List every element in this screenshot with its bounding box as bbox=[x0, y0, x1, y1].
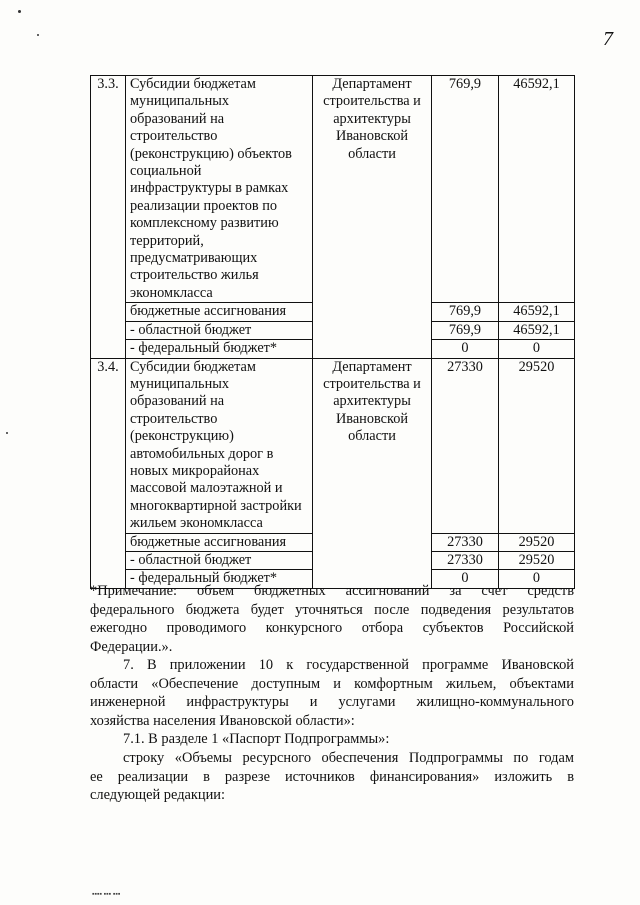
subrow-value-1: 27330 bbox=[432, 551, 499, 569]
scan-speck bbox=[37, 34, 39, 36]
description-line: экономкласса bbox=[130, 284, 213, 301]
subrow-label: - областной бюджет bbox=[126, 321, 313, 339]
subrow-label: - федеральный бюджет* bbox=[126, 570, 313, 588]
department-line: строительства и bbox=[323, 375, 421, 392]
description-line: Субсидии бюджетам bbox=[130, 358, 256, 375]
para-line: области «Обеспечение доступным и комфортным жильем, объектами bbox=[90, 675, 574, 692]
subrow-value-1: 0 bbox=[432, 570, 499, 588]
description-line: новых микрорайонах bbox=[130, 462, 260, 479]
budget-table bbox=[90, 75, 575, 589]
para-line: инженерной инфраструктуры и услугами жилищно-коммунального bbox=[90, 694, 574, 711]
paragraph-last bbox=[90, 749, 574, 805]
description-line: (реконструкцию) объектов bbox=[130, 145, 292, 162]
description-line: строительство жилья bbox=[130, 267, 259, 284]
description-line: муниципальных bbox=[130, 375, 229, 392]
description-line: образований на bbox=[130, 110, 225, 127]
subrow-value-2: 29520 bbox=[499, 533, 575, 551]
paragraph-7-1: 7.1. В разделе 1 «Паспорт Подпрограммы»: bbox=[123, 731, 390, 747]
subrow-value-1: 27330 bbox=[432, 533, 499, 551]
department-line: Департамент bbox=[332, 76, 412, 92]
subrow-value-2: 46592,1 bbox=[499, 303, 575, 321]
department-line: Ивановской bbox=[335, 410, 409, 427]
subrow-value-2: 0 bbox=[499, 340, 575, 358]
subrow-value-2: 29520 bbox=[499, 551, 575, 569]
department-line: Ивановской bbox=[335, 128, 409, 145]
department-line: области bbox=[348, 428, 396, 445]
description-line: многоквартирной застройки bbox=[130, 497, 302, 514]
subrow-value-1: 769,9 bbox=[432, 303, 499, 321]
row-value-2: 29520 bbox=[499, 358, 575, 533]
row-department bbox=[313, 76, 432, 359]
subrow-label: бюджетные ассигнования bbox=[126, 303, 313, 321]
row-number: 3.4. bbox=[91, 358, 126, 588]
note-line: Федерации.». bbox=[90, 638, 173, 655]
table-row bbox=[91, 76, 575, 303]
para-line: строку «Объемы ресурсного обеспечения Подпрограммы по годам bbox=[123, 750, 574, 766]
subrow-value-1: 0 bbox=[432, 340, 499, 358]
para-line: ее реализации в разрезе источников финансирования» изложить в bbox=[90, 768, 574, 785]
row-value-1: 27330 bbox=[432, 358, 499, 533]
para-line: хозяйства населения Ивановской области»: bbox=[90, 712, 355, 729]
description-line: массовой малоэтажной и bbox=[130, 480, 283, 497]
description-line: строительство bbox=[130, 128, 218, 145]
subrow-label: бюджетные ассигнования bbox=[126, 533, 313, 551]
department-line: архитектуры bbox=[333, 393, 411, 410]
subrow-value-2: 46592,1 bbox=[499, 321, 575, 339]
row-description bbox=[126, 76, 313, 303]
footer-scan-mark: ▪▪▪▪ ▪▪▪ ▪▪▪ bbox=[92, 890, 121, 898]
department-line: области bbox=[348, 145, 396, 162]
subrow-label: - областной бюджет bbox=[126, 551, 313, 569]
description-line: жильем экономкласса bbox=[130, 515, 263, 532]
paragraph-7 bbox=[90, 656, 574, 730]
note-line: *Примечание: объем бюджетных ассигнований за счет средств bbox=[90, 583, 574, 599]
description-line: комплексному развитию bbox=[130, 215, 279, 232]
department-line: строительства и bbox=[323, 93, 421, 110]
description-line: строительство bbox=[130, 410, 218, 427]
description-line: образований на bbox=[130, 393, 225, 410]
description-line: автомобильных дорог в bbox=[130, 445, 274, 462]
note-line: федерального бюджета будет уточняться после подведения результатов bbox=[90, 601, 574, 618]
row-number: 3.3. bbox=[91, 76, 126, 359]
row-value-2: 46592,1 bbox=[499, 76, 575, 303]
description-line: муниципальных bbox=[130, 93, 229, 110]
page-number: 7 bbox=[603, 28, 613, 50]
description-line: реализации проектов по bbox=[130, 197, 278, 214]
subrow-value-1: 769,9 bbox=[432, 321, 499, 339]
description-line: предусматривающих bbox=[130, 250, 258, 267]
row-value-1: 769,9 bbox=[432, 76, 499, 303]
description-line: социальной bbox=[130, 163, 202, 180]
row-department bbox=[313, 358, 432, 588]
description-line: (реконструкцию) bbox=[130, 428, 234, 445]
subrow-label: - федеральный бюджет* bbox=[126, 340, 313, 358]
department-line: Департамент bbox=[332, 358, 412, 375]
para-line: 7. В приложении 10 к государственной программе Ивановской bbox=[123, 657, 574, 673]
subrow-value-2: 0 bbox=[499, 570, 575, 588]
para-line: следующей редакции: bbox=[90, 787, 225, 804]
table-row bbox=[91, 358, 575, 533]
scan-speck bbox=[18, 10, 21, 13]
note-line: ежегодно проводимого конкурсного отбора субъектов Российской bbox=[90, 620, 574, 637]
description-line: территорий, bbox=[130, 232, 204, 249]
description-line: Субсидии бюджетам bbox=[130, 76, 256, 92]
department-line: архитектуры bbox=[333, 110, 411, 127]
description-line: инфраструктуры в рамках bbox=[130, 180, 289, 197]
note-block bbox=[90, 582, 574, 656]
row-description bbox=[126, 358, 313, 533]
scan-speck bbox=[6, 432, 8, 434]
